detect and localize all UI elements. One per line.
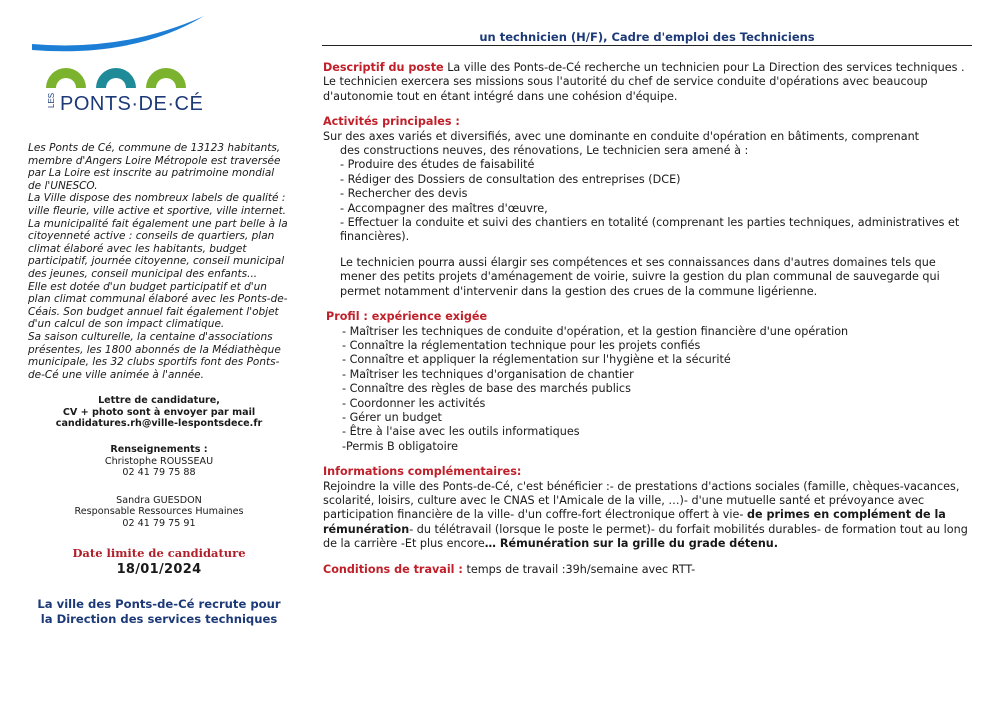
- intro-paragraph: Sa saison culturelle, la centaine d'associations présentes, les 1800 abonnés de la Médiathèque municipale, les 32 clubs sportifs font des Ponts-de-Cé une ville animée à l'année.: [28, 330, 281, 381]
- application-block: [28, 395, 290, 430]
- contact-name: Sandra GUESDON: [116, 494, 202, 506]
- list-item: - Connaître et appliquer la réglementation sur l'hygiène et la sécurité: [342, 353, 731, 367]
- application-line: Lettre de candidature,: [98, 395, 220, 407]
- application-email[interactable]: candidatures.rh@ville-lespontsdece.fr: [55, 418, 263, 430]
- list-item: - Rechercher des devis: [340, 187, 468, 201]
- section-text: La ville des Ponts-de-Cé recherche un technicien pour La Direction des services techniques . Le technicien exercera ses missions sous l'autorité du chef de service conduite d'opérations avec beaucoup d'autonomie tout en étant intégré dans une cohésion d'équipe.: [323, 61, 965, 103]
- contact-name: Christophe ROUSSEAU: [104, 455, 214, 467]
- section-profil: [323, 310, 973, 454]
- list-item: - Accompagner des maîtres d'œuvre,: [340, 201, 548, 215]
- logo-arch-2: [96, 68, 136, 88]
- list-item: - Rédiger des Dossiers de consultation des entreprises (DCE): [340, 172, 681, 186]
- section-title: Conditions de travail :: [323, 562, 463, 576]
- section-title: Activités principales :: [323, 115, 460, 129]
- deadline-label: Date limite de candidature: [72, 545, 246, 560]
- section-infos: [323, 465, 973, 551]
- list-item: - Connaître des règles de base des marchés publics: [342, 382, 631, 396]
- logo-arch-3: [146, 68, 186, 88]
- list-item: - Produire des études de faisabilité: [340, 158, 535, 172]
- logo-text: PONTS·DE·CÉ: [60, 93, 204, 115]
- section-activites: [323, 115, 973, 299]
- section-text: Sur des axes variés et diversifiés, avec une dominante en conduite d'opération en bâtiments, comprenant: [323, 129, 920, 143]
- job-description: [323, 61, 973, 588]
- section-bold: de primes en complément de la rémunération: [323, 508, 946, 536]
- list-item: - Gérer un budget: [342, 410, 442, 424]
- deadline-date: 18/01/2024: [116, 561, 202, 577]
- intro-paragraph: Les Ponts de Cé, commune de 13123 habitants, membre d'Angers Loire Métropole est traversée par La Loire est inscrite au patrimoine mondial de l'UNESCO.: [28, 142, 281, 192]
- section-bold: … Rémunération sur la grille du grade détenu.: [484, 537, 779, 551]
- sidebar-intro: [28, 142, 290, 381]
- application-line: CV + photo sont à envoyer par mail: [62, 406, 256, 418]
- contacts-block: [28, 444, 290, 530]
- logo-prefix: LES: [47, 92, 56, 108]
- section-title: Profil : expérience exigée: [326, 310, 488, 324]
- section-text: Rejoindre la ville des Ponts-de-Cé, c'est bénéficier :- de prestations d'actions sociales (famille, chèques-vacances, scolarité, loisirs, culture avec le CNAS et l'Amicale de la ville, …)- d'une mutuelle santé et prévoyance avec participation financière de la ville- d'un coffre-fort électronique offert à vie-: [323, 479, 960, 522]
- contact-role: Responsable Ressources Humaines: [74, 506, 244, 518]
- list-item: - Effectuer la conduite et suivi des chantiers en totalité (comprenant les parties techniques, administratives et financières).: [340, 216, 960, 244]
- intro-paragraph: La Ville dispose des nombreux labels de qualité : ville fleurie, ville active et sportive, ville internet.: [28, 192, 287, 217]
- section-title: Descriptif du poste: [323, 61, 444, 74]
- activities-list: [323, 158, 973, 244]
- intro-paragraph: La municipalité fait également une part belle à la citoyenneté active : conseils de quartiers, plan climat élaboré avec les habitants, budget participatif, journée citoyenne, conseil municipal des jeunes, conseil municipal des enfants...: [28, 217, 288, 280]
- logo-arch-1: [46, 68, 86, 88]
- logo-arc: [32, 16, 204, 51]
- list-item: - Coordonner les activités: [342, 396, 486, 410]
- list-item: - Maîtriser les techniques de conduite d'opération, et la gestion financière d'une opération: [342, 324, 849, 338]
- ponts-de-ce-logo: [24, 10, 214, 120]
- section-descriptif: [323, 61, 973, 104]
- contact-phone: 02 41 79 75 88: [122, 467, 196, 479]
- contacts-title: Renseignements :: [110, 444, 208, 456]
- section-title: Informations complémentaires:: [323, 465, 522, 479]
- list-item: - Maîtriser les techniques d'organisation de chantier: [342, 367, 634, 381]
- list-item: - Connaître la réglementation technique pour les projets confiés: [342, 338, 701, 352]
- section-conditions: [323, 563, 973, 577]
- section-text: - du télétravail (lorsque le poste le permet)- du forfait mobilités durables- de formation tout au long de la carrière -Et plus encore: [323, 522, 968, 551]
- profile-list: [323, 325, 973, 455]
- list-item: - Être à l'aise avec les outils informatiques: [342, 425, 580, 439]
- intro-paragraph: Elle est dotée d'un budget participatif et d'un plan climat communal élaboré avec les Ponts-de-Céais. Son budget annuel fait également l'objet d'un calcul de son impact climatique.: [28, 280, 288, 331]
- recruit-line: La ville des Ponts-de-Cé recrute pour: [37, 596, 281, 611]
- recruit-banner: [28, 597, 290, 627]
- recruit-line: la Direction des services techniques: [40, 611, 278, 626]
- section-text: temps de travail :39h/semaine avec RTT-: [462, 562, 696, 576]
- section-text: des constructions neuves, des rénovations, Le technicien sera amené à :: [340, 144, 749, 158]
- contact-phone: 02 41 79 75 91: [122, 518, 196, 530]
- sidebar: [28, 142, 290, 627]
- list-item: -Permis B obligatoire: [342, 439, 458, 453]
- job-title: un technicien (H/F), Cadre d'emploi des Techniciens: [322, 30, 972, 46]
- section-text: Le technicien pourra aussi élargir ses compétences et ses connaissances dans d'autres domaines tels que mener des petits projets d'aménagement de voirie, suivre la gestion du plan communal de sauvegarde qui permet notamment d'intervenir dans la gestion des crues de la commune ligérienne.: [340, 255, 940, 298]
